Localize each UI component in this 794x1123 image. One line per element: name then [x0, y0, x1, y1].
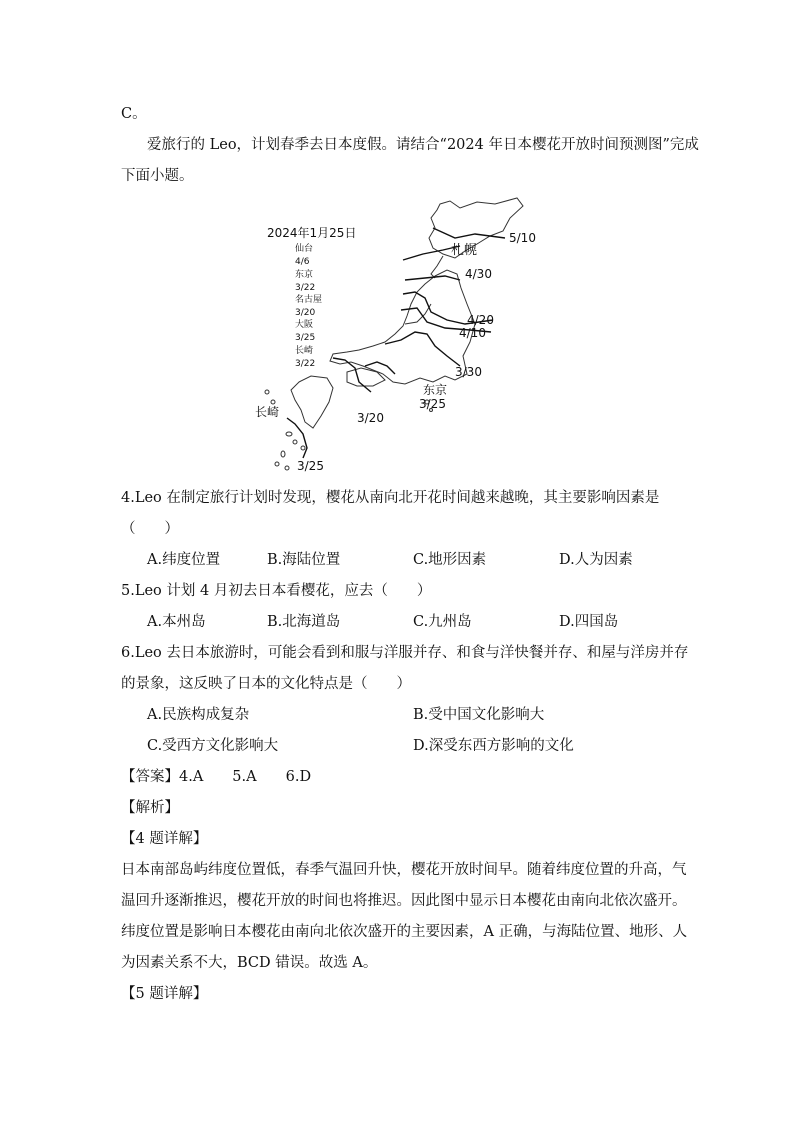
legend-item: 3/22 [295, 359, 316, 369]
label-date: 3/30 [455, 365, 482, 379]
label-sapporo: 札幌 [451, 243, 478, 258]
label-date: 4/10 [459, 326, 486, 340]
option-c: C.九州岛 [413, 614, 472, 630]
option-a: A.民族构成复杂 [147, 707, 250, 723]
text-line: （ ） [121, 521, 179, 537]
text-line: 爱旅行的 Leo，计划春季去日本度假。请结合“2024 年日本樱花开放时间预测图”完成 [147, 137, 699, 153]
option-d: D.深受东西方影响的文化 [413, 738, 574, 754]
legend-item: 4/6 [295, 257, 310, 267]
label-date: 3/25 [297, 459, 324, 473]
option-b: B.受中国文化影响大 [413, 707, 545, 723]
question-4: 4.Leo 在制定旅行计划时发现，樱花从南向北开花时间越来越晚，其主要影响因素是 [121, 490, 660, 506]
detail-heading: 【5 题详解】 [121, 986, 208, 1002]
option-a: A.本州岛 [147, 614, 206, 630]
text-line: 下面小题。 [121, 168, 194, 184]
text-line: 纬度位置是影响日本樱花由南向北依次盛开的主要因素，A 正确，与海陆位置、地形、人 [121, 924, 688, 940]
legend-item: 3/22 [295, 283, 316, 293]
text-line: C。 [121, 106, 147, 122]
text-line: 的景象，这反映了日本的文化特点是（ ） [121, 676, 411, 692]
option-d: D.四国岛 [559, 614, 619, 630]
label-date: 3/20 [357, 411, 384, 425]
legend-item: 3/20 [295, 308, 316, 318]
legend-item: 仙台 [295, 244, 314, 254]
label-tokyo: 东京 [423, 383, 448, 397]
legend-item: 长崎 [295, 346, 314, 356]
label-date: 5/10 [509, 231, 536, 245]
option-a: A.纬度位置 [147, 552, 221, 568]
legend-item: 东京 [295, 270, 314, 280]
answer-line: 【答案】4.A 5.A 6.D [121, 769, 312, 785]
text-line: 温回升逐渐推迟，樱花开放的时间也将推迟。因此图中显示日本樱花由南向北依次盛开。 [121, 893, 687, 909]
legend-item: 大阪 [295, 320, 314, 330]
legend-item: 名古屋 [295, 295, 323, 305]
label-date: 4/20 [467, 313, 494, 327]
text-line: 为因素关系不大，BCD 错误。故选 A。 [121, 955, 378, 971]
analysis-heading: 【解析】 [121, 800, 179, 816]
detail-heading: 【4 题详解】 [121, 831, 208, 847]
legend-item: 3/25 [295, 333, 316, 343]
label-nagasaki: 长崎 [255, 405, 280, 419]
sakura-bloom-map [255, 196, 545, 481]
option-b: B.海陆位置 [267, 552, 341, 568]
text-line: 日本南部岛屿纬度位置低，春季气温回升快，樱花开放时间早。随着纬度位置的升高，气 [121, 862, 687, 878]
option-d: D.人为因素 [559, 552, 633, 568]
map-date: 2024年1月25日 [267, 226, 357, 240]
option-c: C.地形因素 [413, 552, 487, 568]
option-c: C.受西方文化影响大 [147, 738, 279, 754]
question-5: 5.Leo 计划 4 月初去日本看樱花，应去（ ） [121, 583, 432, 599]
question-6: 6.Leo 去日本旅游时，可能会看到和服与洋服并存、和食与洋快餐并存、和屋与洋房并存 [121, 645, 689, 661]
label-date: 3/25 [419, 397, 446, 411]
option-b: B.北海道岛 [267, 614, 341, 630]
label-date: 4/30 [465, 267, 492, 281]
